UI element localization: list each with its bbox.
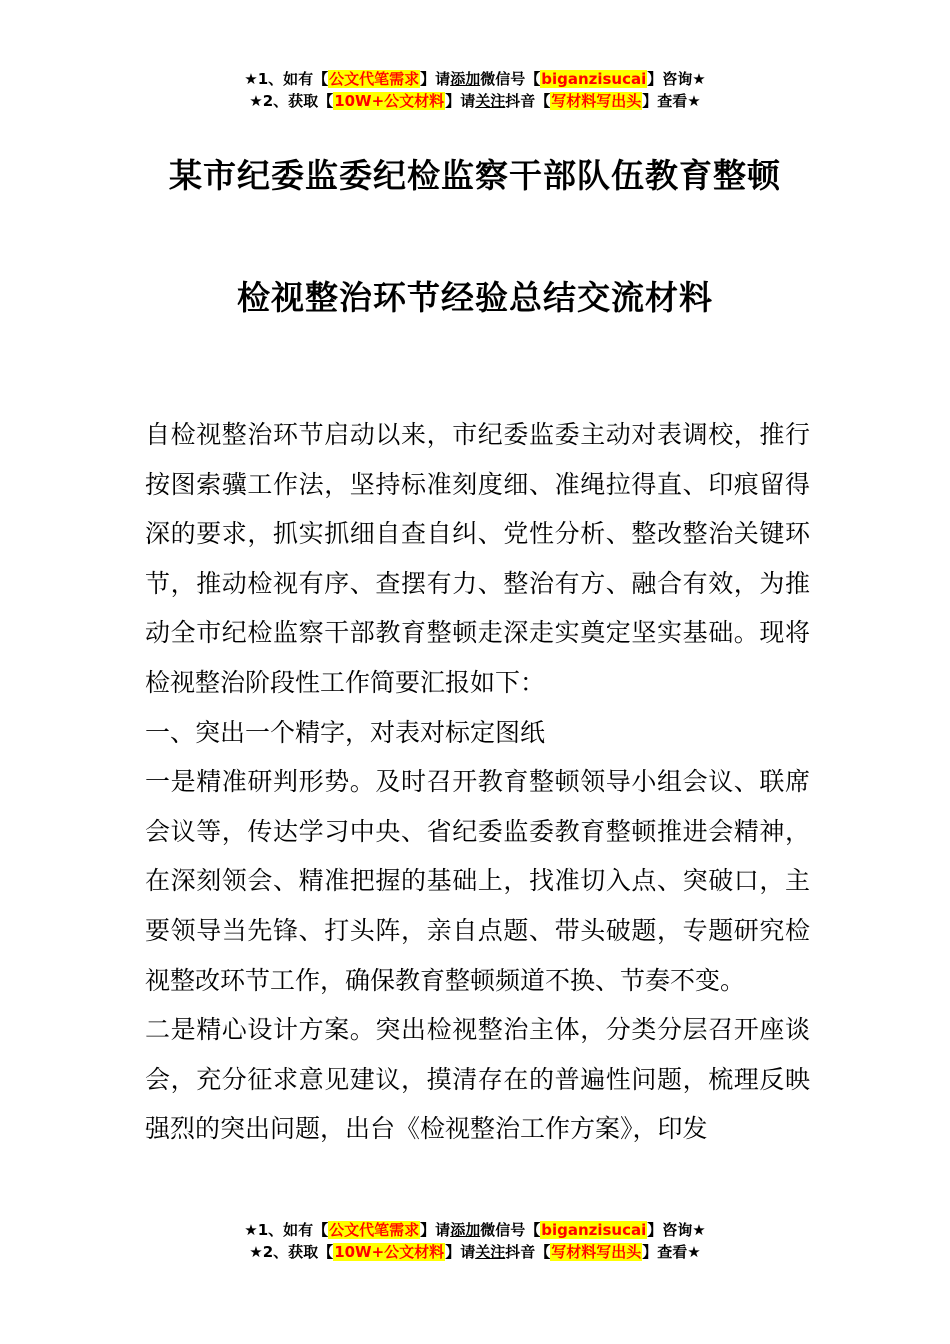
notice-line-1 xyxy=(0,1219,950,1241)
highlight-wechat-id: biganzisucai xyxy=(541,70,647,88)
underlined-add: 添加 xyxy=(450,1221,481,1239)
notice-text: ★2、获取【 xyxy=(249,1243,334,1261)
notice-text: ★2、获取【 xyxy=(249,92,334,110)
highlight-materials: 10W+公文材料 xyxy=(334,1243,445,1261)
header-notice xyxy=(0,68,950,112)
highlight-douyin-account: 写材料写出头 xyxy=(551,92,642,110)
paragraph-point-2: 二是精心设计方案。突出检视整治主体，分类分层召开座谈会，充分征求意见建议，摸清存在的普遍性问题，梳理反映强烈的突出问题，出台《检视整治工作方案》，印发 xyxy=(145,1015,810,1144)
notice-text: 】查看★ xyxy=(642,92,701,110)
highlight-materials: 10W+公文材料 xyxy=(334,92,445,110)
notice-text: ★1、如有【 xyxy=(244,1221,329,1239)
notice-text: 微信号【 xyxy=(480,70,541,88)
notice-text: 】请 xyxy=(445,1243,476,1261)
highlight-douyin-account: 写材料写出头 xyxy=(551,1243,642,1261)
notice-text: 抖音【 xyxy=(505,92,551,110)
document-title-line-2: 检视整治环节经验总结交流材料 xyxy=(237,278,713,317)
highlight-ghostwriting: 公文代笔需求 xyxy=(329,70,420,88)
highlight-ghostwriting: 公文代笔需求 xyxy=(329,1221,420,1239)
notice-text: 】请 xyxy=(420,1221,451,1239)
notice-line-2 xyxy=(0,90,950,112)
notice-line-2 xyxy=(0,1241,950,1263)
notice-text: ★1、如有【 xyxy=(244,70,329,88)
notice-text: 抖音【 xyxy=(505,1243,551,1261)
notice-text: 微信号【 xyxy=(480,1221,541,1239)
highlight-wechat-id: biganzisucai xyxy=(541,1221,647,1239)
notice-line-1 xyxy=(0,68,950,90)
notice-text: 】请 xyxy=(445,92,476,110)
notice-text: 】查看★ xyxy=(642,1243,701,1261)
document-body xyxy=(145,410,810,1154)
paragraph-intro: 自检视整治环节启动以来，市纪委监委主动对表调校，推行按图索骥工作法，坚持标准刻度细、准绳拉得直、印痕留得深的要求，抓实抓细自查自纠、党性分析、整改整治关键环节，推动检视有序、查摆有力、整治有方、融合有效，为推动全市纪检监察干部教育整顿走深走实奠定坚实基础。现将检视整治阶段性工作简要汇报如下： xyxy=(145,420,810,697)
notice-text: 】咨询★ xyxy=(647,70,706,88)
footer-notice xyxy=(0,1219,950,1263)
notice-text: 】请 xyxy=(420,70,451,88)
notice-text: 】咨询★ xyxy=(647,1221,706,1239)
underlined-follow: 关注 xyxy=(475,1243,506,1261)
underlined-add: 添加 xyxy=(450,70,481,88)
section-heading-1: 一、突出一个精字，对表对标定图纸 xyxy=(145,717,546,747)
document-title-line-1: 某市纪委监委纪检监察干部队伍教育整顿 xyxy=(169,156,781,195)
paragraph-point-1: 一是精准研判形势。及时召开教育整顿领导小组会议、联席会议等，传达学习中央、省纪委监委教育整顿推进会精神，在深刻领会、精准把握的基础上，找准切入点、突破口，主要领导当先锋、打头阵，亲自点题、带头破题，专题研究检视整改环节工作，确保教育整顿频道不换、节奏不变。 xyxy=(145,767,810,995)
underlined-follow: 关注 xyxy=(475,92,506,110)
